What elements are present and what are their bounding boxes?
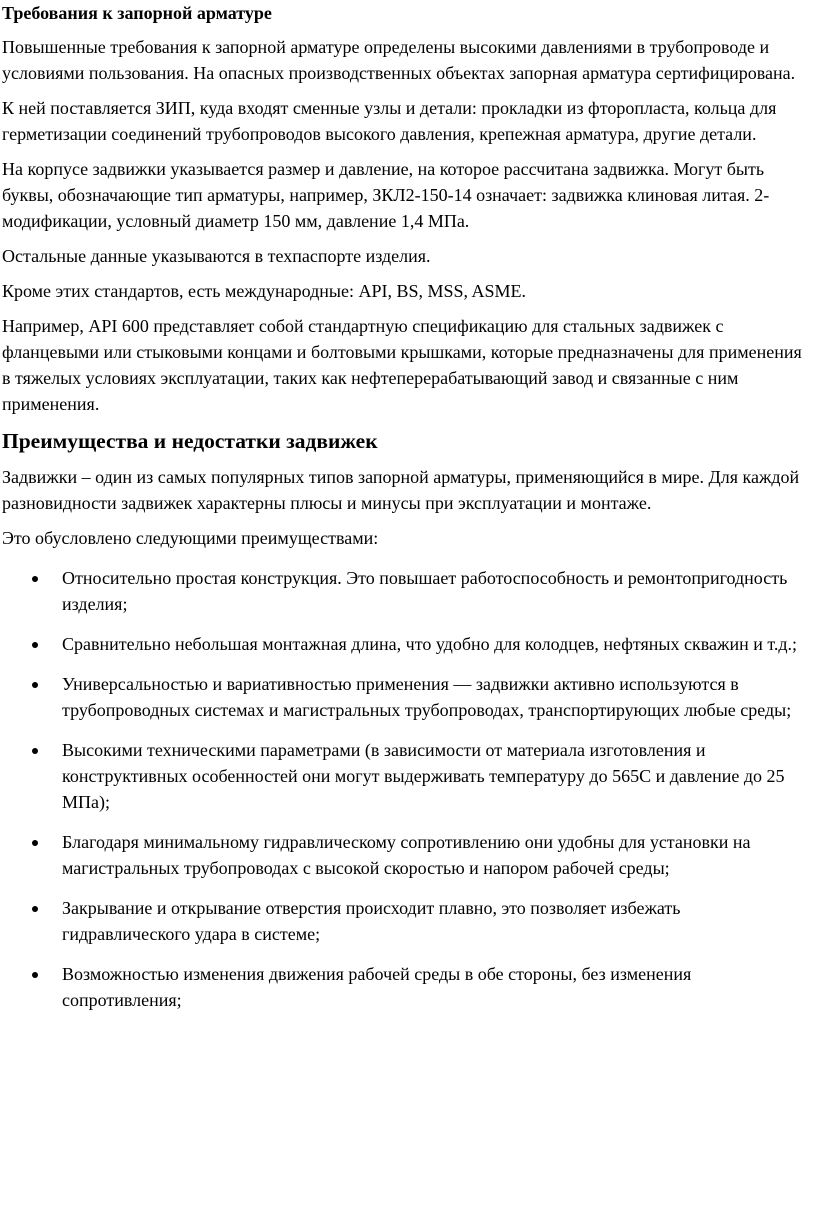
list-item <box>2 565 812 617</box>
list-item-text: Универсальностью и вариативностью применения — задвижки активно используются в трубопроводных системах и магистральных трубопроводах, транспортирующих любые среды; <box>62 674 792 720</box>
advantages-list <box>2 565 812 1013</box>
list-item-text: Относительно простая конструкция. Это повышает работоспособность и ремонтопригодность изделия; <box>62 568 788 614</box>
list-item <box>2 671 812 723</box>
list-item <box>2 737 812 815</box>
paragraph: Остальные данные указываются в техпаспорте изделия. <box>2 246 431 266</box>
list-item <box>2 829 812 881</box>
bullet-icon <box>32 748 38 754</box>
list-item-text: Благодаря минимальному гидравлическому сопротивлению они удобны для установки на магистральных трубопроводах с высокой скоростью и напором рабочей среды; <box>62 832 751 878</box>
paragraph: Это обусловлено следующими преимуществами: <box>2 528 379 548</box>
bullet-icon <box>32 906 38 912</box>
paragraph: К ней поставляется ЗИП, куда входят сменные узлы и детали: прокладки из фторопласта, кольца для герметизации соединений трубопроводов высокого давления, крепежная арматура, другие детали. <box>2 98 777 144</box>
section-title-advantages: Преимущества и недостатки задвижек <box>2 429 378 453</box>
section-title-requirements: Требования к запорной арматуре <box>2 3 272 23</box>
bullet-icon <box>32 576 38 582</box>
list-item-text: Закрывание и открывание отверстия происходит плавно, это позволяет избежать гидравлического удара в системе; <box>62 898 681 944</box>
bullet-icon <box>32 642 38 648</box>
list-item-text: Возможностью изменения движения рабочей среды в обе стороны, без изменения сопротивления; <box>62 964 692 1010</box>
paragraph: Например, API 600 представляет собой стандартную спецификацию для стальных задвижек с фланцевыми или стыковыми концами и болтовыми крышками, которые предназначены для применения в тяжелых условиях эксплуатации, таких как нефтеперерабатывающий завод и связанные с ним применения. <box>2 316 802 414</box>
bullet-icon <box>32 840 38 846</box>
paragraph: Кроме этих стандартов, есть международные: API, BS, MSS, ASME. <box>2 281 527 301</box>
list-item-text: Высокими техническими параметрами (в зависимости от материала изготовления и конструктивных особенностей они могут выдерживать температуру до 565С и давление до 25 МПа); <box>62 740 785 812</box>
bullet-icon <box>32 972 38 978</box>
paragraph: Повышенные требования к запорной арматуре определены высокими давлениями в трубопроводе и условиями пользования. На опасных производственных объектах запорная арматура сертифицирована. <box>2 37 796 83</box>
list-item-text: Сравнительно небольшая монтажная длина, что удобно для колодцев, нефтяных скважин и т.д.; <box>62 634 798 654</box>
paragraph: Задвижки – один из самых популярных типов запорной арматуры, применяющийся в мире. Для каждой разновидности задвижек характерны плюсы и минусы при эксплуатации и монтаже. <box>2 467 800 513</box>
list-item <box>2 631 812 657</box>
list-item <box>2 961 812 1013</box>
bullet-icon <box>32 682 38 688</box>
list-item <box>2 895 812 947</box>
paragraph: На корпусе задвижки указывается размер и давление, на которое рассчитана задвижка. Могут быть буквы, обозначающие тип арматуры, например, ЗКЛ2-150-14 означает: задвижка клиновая литая. 2-модификации, условный диаметр 150 мм, давление 1,4 МПа. <box>2 159 770 231</box>
